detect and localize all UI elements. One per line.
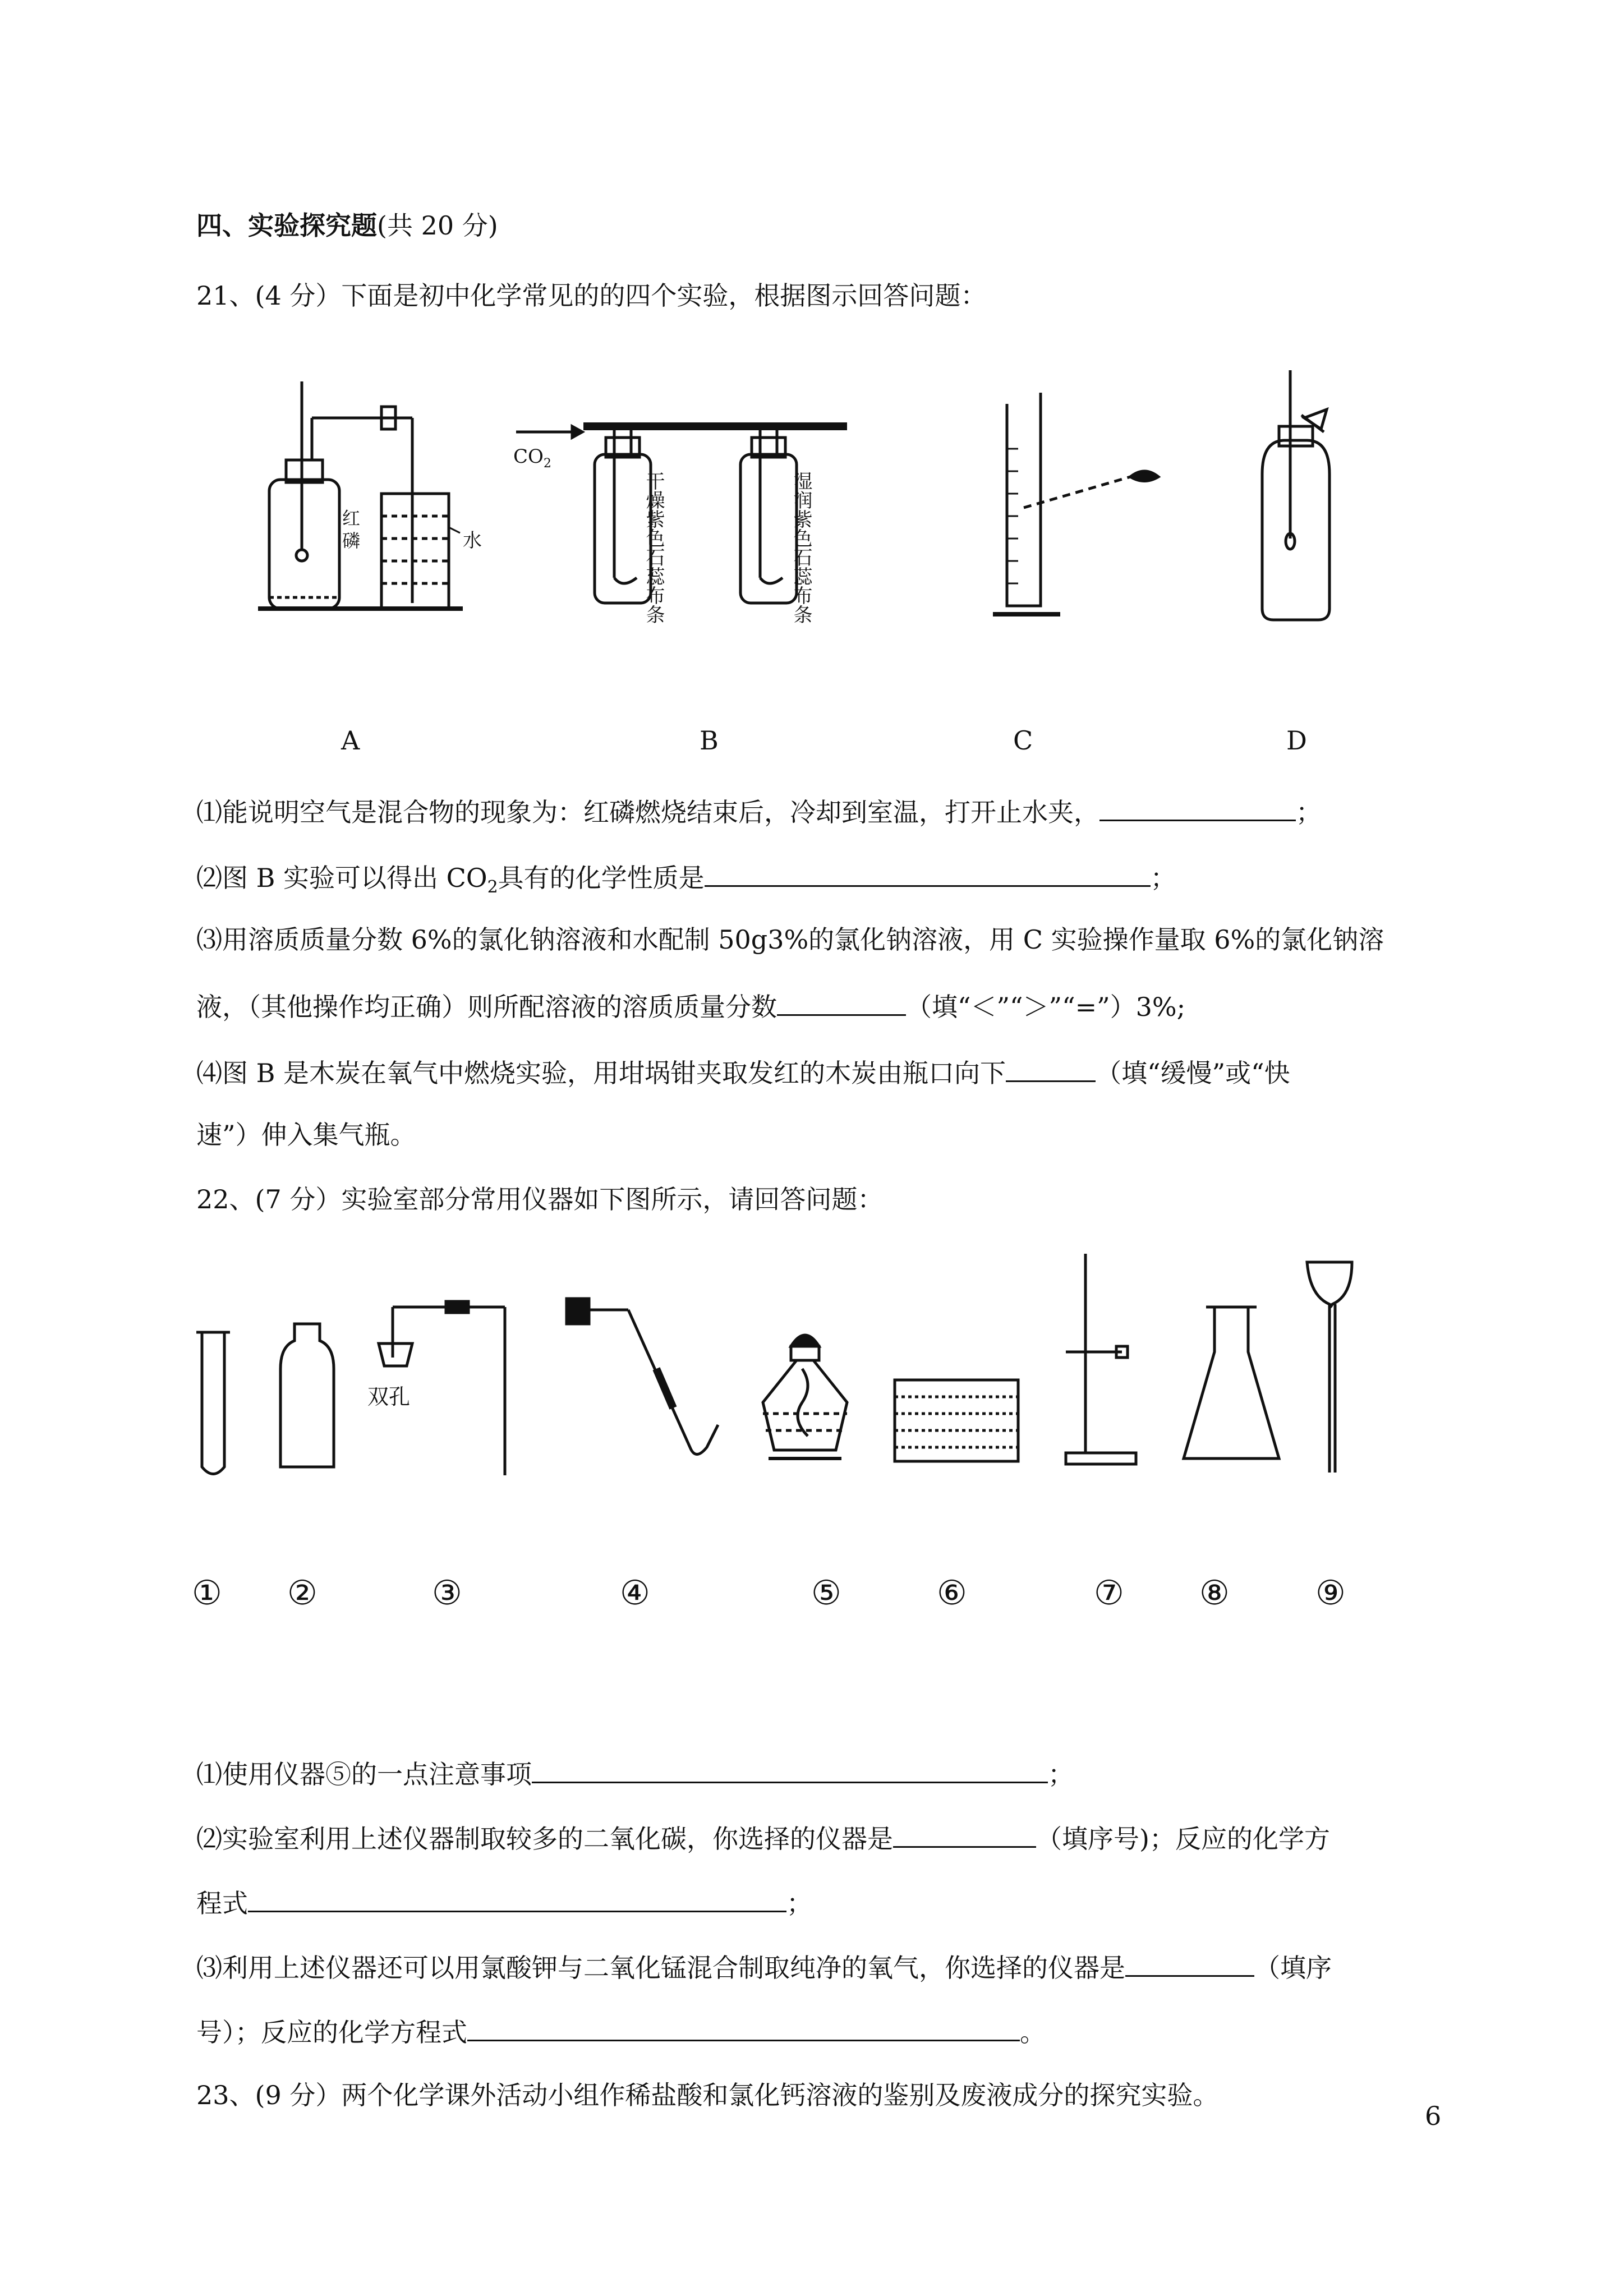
answer-blank[interactable] bbox=[893, 1819, 1036, 1848]
water-trough bbox=[895, 1380, 1018, 1461]
q23-stem: 23、(9 分）两个化学课外活动小组作稀盐酸和氯化钙溶液的鉴别及废液成分的探究实验。 bbox=[196, 2080, 1219, 2110]
stopper-bent-tube bbox=[567, 1299, 718, 1455]
label-b-bottle1: 干燥紫色石蕊布条 bbox=[642, 471, 665, 624]
answer-blank[interactable] bbox=[1125, 1948, 1254, 1977]
instrument-number-1: ① bbox=[192, 1573, 222, 1613]
q21-part3-line1: ⑶用溶质质量分数 6%的氯化钠溶液和水配制 50g3%的氯化钠溶液，用 C 实验操作量取 6%的氯化钠溶 bbox=[196, 924, 1384, 955]
q21-part4-line1: ⑷图 B 是木炭在氧气中燃烧实验，用坩埚钳夹取发红的木炭由瓶口向下 （填“缓慢”或“快 bbox=[196, 1053, 1290, 1090]
label-hong: 红 bbox=[342, 508, 361, 529]
q22-part2-line2: 程式 ； bbox=[196, 1884, 812, 1920]
section-score: (共 20 分) bbox=[377, 210, 498, 241]
label-lin: 磷 bbox=[342, 530, 361, 551]
instrument-number-5: ⑤ bbox=[811, 1573, 841, 1613]
long-neck-funnel bbox=[1307, 1262, 1352, 1473]
q22-part1: ⑴使用仪器⑤的一点注意事项 ； bbox=[196, 1755, 1074, 1791]
section-title: 四、实验探究题 bbox=[196, 210, 377, 241]
answer-blank[interactable] bbox=[248, 1884, 786, 1912]
q21-part1: ⑴能说明空气是混合物的现象为：红磷燃烧结束后，冷却到室温，打开止水夹， ； bbox=[196, 793, 1322, 829]
iron-stand bbox=[1066, 1254, 1136, 1464]
instrument-number-7: ⑦ bbox=[1094, 1573, 1124, 1613]
fig-label-b: B bbox=[700, 725, 719, 756]
q22-part3-line1: ⑶利用上述仪器还可以用氯酸钾与二氧化锰混合制取纯净的氧气，你选择的仪器是 （填序 bbox=[196, 1948, 1332, 1985]
fig-label-d: D bbox=[1286, 725, 1307, 756]
q21-stem: 21、(4 分）下面是初中化学常见的的四个实验，根据图示回答问题： bbox=[196, 280, 987, 311]
q22-stem: 22、(7 分）实验室部分常用仪器如下图所示，请回答问题： bbox=[196, 1184, 884, 1214]
instrument-number-3: ③ bbox=[432, 1573, 462, 1613]
test-tube bbox=[202, 1332, 224, 1474]
fig-label-c: C bbox=[1013, 725, 1033, 756]
instrument-number-9: ⑨ bbox=[1315, 1573, 1346, 1613]
label-shuangkong: 双孔 bbox=[367, 1384, 411, 1409]
fig-label-a: A bbox=[341, 725, 360, 756]
q21-part4-line2: 速”）伸入集气瓶。 bbox=[196, 1120, 416, 1150]
page-number: 6 bbox=[1425, 2101, 1442, 2131]
label-shui: 水 bbox=[463, 530, 482, 552]
q22-part3-line2: 号）；反应的化学方程式 。 bbox=[196, 2013, 1046, 2049]
alcohol-lamp bbox=[763, 1335, 847, 1458]
conical-flask bbox=[1184, 1307, 1279, 1458]
label-co2: $CO_2$ bbox=[513, 445, 551, 471]
answer-blank[interactable] bbox=[467, 2013, 1020, 2041]
instrument-number-8: ⑧ bbox=[1199, 1573, 1230, 1613]
instrument-number-4: ④ bbox=[620, 1573, 650, 1613]
q22-part2-line1: ⑵实验室利用上述仪器制取较多的二氧化碳，你选择的仪器是 （填序号)；反应的化学方 bbox=[196, 1819, 1330, 1856]
instrument-number-6: ⑥ bbox=[937, 1573, 967, 1613]
gas-bottle bbox=[280, 1324, 334, 1467]
q21-part3-line2: 液，（其他操作均正确）则所配溶液的溶质质量分数 （填“＜”“＞”“=”）3%; bbox=[196, 987, 1185, 1024]
answer-blank[interactable] bbox=[532, 1755, 1048, 1783]
q21-part2: ⑵图 B 实验可以得出 $CO_2$具有的化学性质是 ； bbox=[196, 858, 1176, 904]
instrument-number-2: ② bbox=[287, 1573, 318, 1613]
label-b-bottle2: 湿润紫色石蕊布条 bbox=[790, 471, 812, 624]
